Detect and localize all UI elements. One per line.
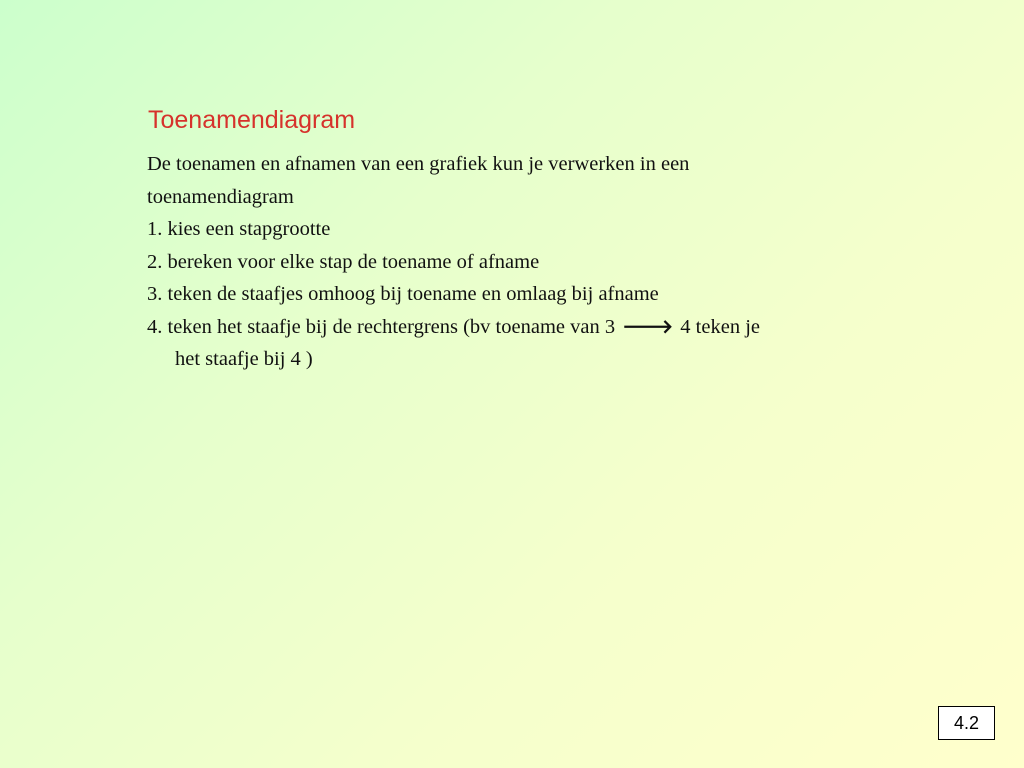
slide-body [147, 148, 867, 376]
step-3: 3. teken de staafjes omhoog bij toename en omlaag bij afname [147, 283, 659, 305]
intro-line-1: De toenamen en afnamen van een grafiek kun je verwerken in een [147, 153, 690, 175]
step-2: 2. bereken voor elke stap de toename of afname [147, 250, 540, 273]
intro-line-2: toenamendiagram [147, 185, 294, 208]
step-1: 1. kies een stapgrootte [147, 218, 331, 240]
step-4-continuation: het staafje bij 4 ) [175, 348, 313, 370]
slide-number: 4.2 [938, 706, 995, 740]
step-4-text-after-arrow: 4 teken je [680, 315, 760, 338]
step-4-text-before-arrow: 4. teken het staafje bij de rechtergrens (bv toename van 3 [147, 315, 616, 338]
slide-title: Toenamendiagram [148, 106, 356, 134]
step-4 [147, 311, 867, 344]
right-arrow-icon: 🡒 [622, 315, 674, 338]
